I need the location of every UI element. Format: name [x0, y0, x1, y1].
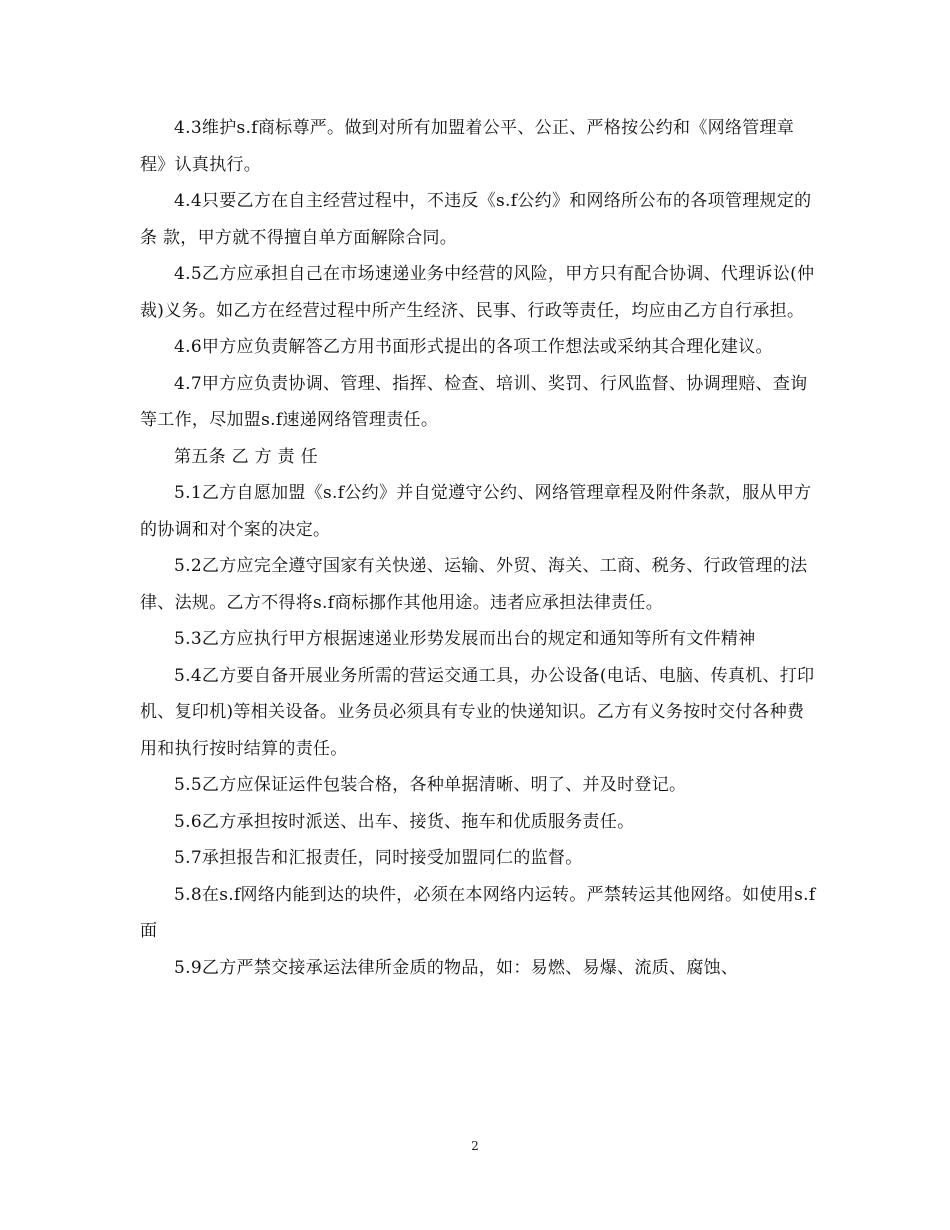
- paragraph-5-1: 5.1乙方自愿加盟《s.f公约》并自觉遵守公约、网络管理章程及附件条款，服从甲方的协调和对个案的决定。: [140, 483, 812, 540]
- paragraph-4-7: 4.7甲方应负责协调、管理、指挥、检查、培训、奖罚、行风监督、协调理赔、查询等工作，尽加盟s.f速递网络管理责任。: [140, 373, 808, 430]
- paragraph-5-3: 5.3乙方应执行甲方根据速递业形势发展而出台的规定和通知等所有文件精神: [174, 629, 756, 649]
- paragraph-4-5: 4.5乙方应承担自己在市场速递业务中经营的风险，甲方只有配合协调、代理诉讼(仲裁)义务。如乙方在经营过程中所产生经济、民事、行政等责任，均应由乙方自行承担。: [140, 264, 815, 321]
- paragraph-5-5: 5.5乙方应保证运件包装合格，各种单据清晰、明了、并及时登记。: [174, 775, 687, 795]
- paragraph-4-4: 4.4只要乙方在自主经营过程中，不违反《s.f公约》和网络所公布的各项管理规定的条 款，甲方就不得擅自单方面解除合同。: [140, 191, 812, 248]
- paragraph-5-4: 5.4乙方要自备开展业务所需的营运交通工具，办公设备(电话、电脑、传真机、打印机、复印机)等相关设备。业务员必须具有专业的快递知识。乙方有义务按时交付各种费用和执行按时结算的责任。: [140, 665, 815, 759]
- document-body: [140, 110, 816, 986]
- paragraph-5-7: 5.7承担报告和汇报责任，同时接受加盟同仁的监督。: [174, 848, 583, 868]
- page-number: 2: [471, 1139, 479, 1153]
- paragraph-5-2: 5.2乙方应完全遵守国家有关快递、运输、外贸、海关、工商、税务、行政管理的法律、法规。乙方不得将s.f商标挪作其他用途。违者应承担法律责任。: [140, 556, 808, 613]
- paragraph-5-6: 5.6乙方承担按时派送、出车、接货、拖车和优质服务责任。: [174, 811, 635, 832]
- paragraph-4-3: 4.3维护s.f商标尊严。做到对所有加盟着公平、公正、严格按公约和《网络管理章程》认真执行。: [140, 118, 795, 175]
- section-heading-article-5: 第五条 乙 方 责 任: [174, 446, 318, 467]
- paragraph-4-6: 4.6甲方应负责解答乙方用书面形式提出的各项工作想法或采纳其合理化建议。: [174, 337, 773, 357]
- paragraph-5-9: 5.9乙方严禁交接承运法律所金质的物品，如：易燃、易爆、流质、腐蚀、: [174, 957, 739, 978]
- paragraph-5-8: 5.8在s.f网络内能到达的块件，必须在本网络内运转。严禁转运其他网络。如使用s.f面: [140, 884, 816, 941]
